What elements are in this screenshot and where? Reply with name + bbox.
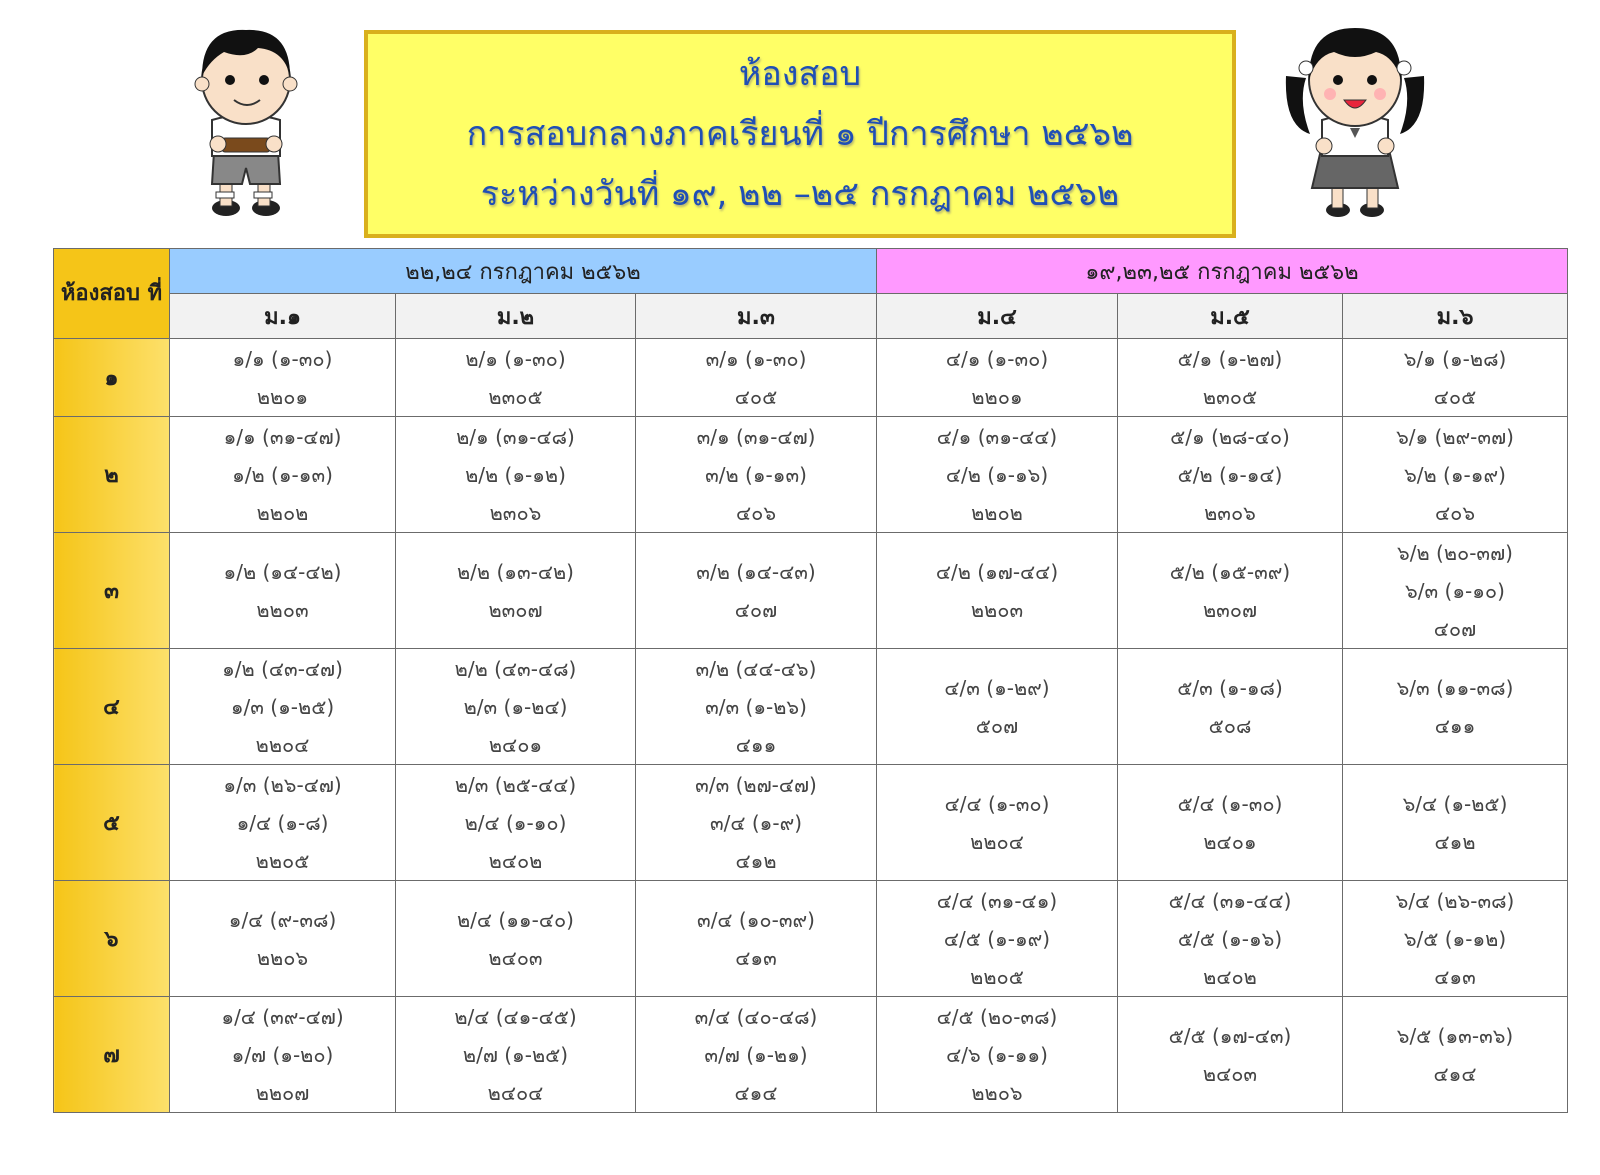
assignment-cell bbox=[636, 997, 877, 1113]
assignment-cell bbox=[396, 997, 636, 1113]
room-code: ๔๑๔ bbox=[1433, 1061, 1477, 1086]
assignment-cell bbox=[1118, 765, 1343, 881]
assignment-cell bbox=[1118, 417, 1343, 533]
room-code: ๒๔๐๓ bbox=[1202, 1061, 1258, 1086]
assignment-cell bbox=[877, 765, 1118, 881]
title-exam-term: การสอบกลางภาคเรียนที่ ๑ ปีการศึกษา ๒๕๖๒ bbox=[466, 114, 1134, 154]
class-range: ๒/๓ (๒๕-๔๔) bbox=[454, 772, 577, 797]
room-code: ๒๒๐๖ bbox=[256, 945, 309, 970]
assignment-cell bbox=[636, 533, 877, 649]
assignment-cell bbox=[170, 765, 396, 881]
room-code: ๒๒๐๕ bbox=[255, 848, 310, 873]
class-range: ๒/๒ (๑-๑๒) bbox=[465, 462, 566, 487]
class-range: ๑/๒ (๑-๑๓) bbox=[232, 462, 333, 487]
class-range: ๖/๒ (๑-๑๙) bbox=[1404, 462, 1506, 487]
room-code: ๒๒๐๓ bbox=[256, 597, 309, 622]
room-code: ๒๒๐๓ bbox=[970, 597, 1024, 622]
room-code: ๔๑๑ bbox=[1434, 713, 1476, 738]
class-range: ๒/๒ (๔๓-๔๘) bbox=[454, 656, 577, 681]
room-code: ๒๔๐๒ bbox=[488, 848, 543, 873]
grade-header: ม.๕ bbox=[1118, 294, 1343, 339]
room-code: ๒๔๐๑ bbox=[488, 732, 543, 757]
class-range: ๓/๓ (๑-๒๖) bbox=[705, 694, 807, 719]
class-range: ๔/๑ (๑-๓๐) bbox=[945, 346, 1049, 371]
room-code: ๒๓๐๗ bbox=[488, 597, 543, 622]
assignment-cell bbox=[1343, 997, 1568, 1113]
assignment-cell bbox=[1118, 881, 1343, 997]
room-code: ๒๒๐๒ bbox=[971, 500, 1023, 525]
assignment-cell bbox=[636, 339, 877, 417]
class-range: ๑/๑ (๑-๓๐) bbox=[232, 346, 333, 371]
class-range: ๑/๓ (๒๖-๔๗) bbox=[223, 772, 342, 797]
room-number: ๔ bbox=[54, 649, 170, 765]
room-number: ๒ bbox=[54, 417, 170, 533]
assignment-cell bbox=[877, 339, 1118, 417]
assignment-cell bbox=[396, 339, 636, 417]
class-range: ๖/๔ (๒๖-๓๘) bbox=[1395, 888, 1515, 913]
assignment-cell bbox=[1118, 339, 1343, 417]
class-range: ๓/๔ (๑๐-๓๙) bbox=[697, 907, 815, 932]
table-body bbox=[54, 339, 1568, 1113]
room-code: ๒๔๐๑ bbox=[1203, 829, 1257, 854]
assignment-cell bbox=[1118, 649, 1343, 765]
class-range: ๓/๑ (๓๑-๔๗) bbox=[696, 424, 816, 449]
grade-header: ม.๓ bbox=[636, 294, 877, 339]
room-code: ๔๐๖ bbox=[735, 500, 777, 525]
assignment-cell bbox=[877, 417, 1118, 533]
table-row bbox=[54, 765, 1568, 881]
class-range: ๑/๗ (๑-๒๐) bbox=[231, 1042, 334, 1067]
room-code: ๒๒๐๔ bbox=[255, 732, 310, 757]
room-code: ๒๔๐๓ bbox=[488, 945, 543, 970]
class-range: ๕/๔ (๑-๓๐) bbox=[1177, 791, 1283, 816]
assignment-cell bbox=[636, 881, 877, 997]
class-range: ๕/๔ (๓๑-๔๔) bbox=[1168, 888, 1292, 913]
room-code: ๔๑๓ bbox=[735, 945, 777, 970]
room-code: ๒๒๐๖ bbox=[971, 1080, 1023, 1105]
room-number-header: ห้องสอบ ที่ bbox=[54, 249, 170, 339]
class-range: ๔/๔ (๓๑-๔๑) bbox=[936, 888, 1058, 913]
assignment-cell bbox=[396, 417, 636, 533]
class-range: ๒/๑ (๓๑-๔๘) bbox=[456, 424, 575, 449]
room-code: ๔๑๒ bbox=[1434, 829, 1476, 854]
assignment-cell bbox=[396, 649, 636, 765]
title-heading: ห้องสอบ bbox=[738, 54, 862, 94]
grade-header: ม.๑ bbox=[170, 294, 396, 339]
class-range: ๖/๓ (๑-๑๐) bbox=[1405, 578, 1505, 603]
class-range: ๖/๕ (๑-๑๒) bbox=[1403, 926, 1507, 951]
assignment-cell bbox=[636, 417, 877, 533]
class-range: ๒/๔ (๔๑-๔๕) bbox=[454, 1004, 577, 1029]
table-row bbox=[54, 881, 1568, 997]
assignment-cell bbox=[877, 649, 1118, 765]
room-code: ๒๒๐๑ bbox=[971, 384, 1023, 409]
room-code: ๔๐๖ bbox=[1434, 500, 1476, 525]
title-box bbox=[364, 30, 1236, 238]
class-range: ๒/๓ (๑-๒๔) bbox=[463, 694, 568, 719]
class-range: ๓/๗ (๑-๒๑) bbox=[704, 1042, 808, 1067]
room-number: ๕ bbox=[54, 765, 170, 881]
class-range: ๓/๒ (๑-๑๓) bbox=[705, 462, 807, 487]
room-code: ๒๒๐๕ bbox=[970, 964, 1024, 989]
assignment-cell bbox=[1343, 881, 1568, 997]
class-range: ๖/๓ (๑๑-๓๘) bbox=[1396, 675, 1514, 700]
table-row bbox=[54, 533, 1568, 649]
table-row bbox=[54, 339, 1568, 417]
title-exam-dates: ระหว่างวันที่ ๑๙, ๒๒ –๒๕ กรกฎาคม ๒๕๖๒ bbox=[480, 174, 1120, 214]
assignment-cell bbox=[1343, 649, 1568, 765]
assignment-cell bbox=[877, 533, 1118, 649]
table-row bbox=[54, 997, 1568, 1113]
room-code: ๕๐๗ bbox=[975, 713, 1019, 738]
class-range: ๔/๓ (๑-๒๙) bbox=[944, 675, 1050, 700]
assignment-cell bbox=[877, 881, 1118, 997]
class-range: ๕/๓ (๑-๑๘) bbox=[1177, 675, 1283, 700]
assignment-cell bbox=[396, 881, 636, 997]
class-range: ๔/๕ (๒๐-๓๘) bbox=[936, 1004, 1058, 1029]
class-range: ๕/๑ (๑-๒๗) bbox=[1177, 346, 1283, 371]
class-range: ๖/๒ (๒๐-๓๗) bbox=[1397, 540, 1513, 565]
assignment-cell bbox=[1343, 417, 1568, 533]
class-range: ๒/๑ (๑-๓๐) bbox=[465, 346, 566, 371]
assignment-cell bbox=[170, 997, 396, 1113]
room-number: ๓ bbox=[54, 533, 170, 649]
assignment-cell bbox=[1343, 765, 1568, 881]
room-number: ๗ bbox=[54, 997, 170, 1113]
room-code: ๒๓๐๖ bbox=[489, 500, 542, 525]
class-range: ๒/๔ (๑-๑๐) bbox=[464, 810, 567, 835]
class-range: ๔/๒ (๑-๑๖) bbox=[945, 462, 1049, 487]
room-code: ๔๐๗ bbox=[1433, 616, 1477, 641]
class-range: ๓/๔ (๔๐-๔๘) bbox=[694, 1004, 818, 1029]
date-band-lower: ๒๒,๒๔ กรกฎาคม ๒๕๖๒ bbox=[170, 249, 877, 294]
class-range: ๖/๕ (๑๓-๓๖) bbox=[1396, 1023, 1514, 1048]
boy-student-illustration bbox=[188, 20, 318, 220]
assignment-cell bbox=[636, 649, 877, 765]
girl-student-illustration bbox=[1280, 16, 1430, 221]
assignment-cell bbox=[396, 533, 636, 649]
class-range: ๕/๒ (๑๕-๓๙) bbox=[1169, 559, 1291, 584]
class-range: ๖/๑ (๑-๒๘) bbox=[1403, 346, 1507, 371]
assignment-cell bbox=[170, 417, 396, 533]
class-range: ๔/๕ (๑-๑๙) bbox=[943, 926, 1051, 951]
assignment-cell bbox=[877, 997, 1118, 1113]
class-range: ๓/๑ (๑-๓๐) bbox=[705, 346, 807, 371]
class-range: ๕/๑ (๒๘-๔๐) bbox=[1170, 424, 1290, 449]
room-code: ๒๓๐๕ bbox=[1202, 384, 1258, 409]
class-range: ๔/๒ (๑๗-๔๔) bbox=[935, 559, 1059, 584]
class-range: ๓/๒ (๔๔-๔๖) bbox=[695, 656, 817, 681]
class-range: ๓/๓ (๒๗-๔๗) bbox=[695, 772, 817, 797]
room-code: ๕๐๘ bbox=[1208, 713, 1252, 738]
room-code: ๒๔๐๒ bbox=[1203, 964, 1257, 989]
class-range: ๖/๔ (๑-๒๕) bbox=[1402, 791, 1508, 816]
class-range: ๑/๔ (๙-๓๘) bbox=[228, 907, 337, 932]
class-range: ๕/๕ (๑๗-๔๓) bbox=[1168, 1023, 1292, 1048]
grade-header: ม.๔ bbox=[877, 294, 1118, 339]
class-range: ๒/๒ (๑๓-๔๒) bbox=[457, 559, 574, 584]
class-range: ๖/๑ (๒๙-๓๗) bbox=[1396, 424, 1514, 449]
room-number: ๑ bbox=[54, 339, 170, 417]
class-range: ๔/๑ (๓๑-๔๔) bbox=[936, 424, 1058, 449]
class-range: ๑/๒ (๔๓-๔๗) bbox=[222, 656, 343, 681]
class-range: ๑/๒ (๑๔-๔๒) bbox=[223, 559, 342, 584]
class-range: ๑/๔ (๓๙-๔๗) bbox=[221, 1004, 344, 1029]
class-range: ๒/๗ (๑-๒๕) bbox=[462, 1042, 569, 1067]
class-range: ๑/๑ (๓๑-๔๗) bbox=[223, 424, 342, 449]
assignment-cell bbox=[1118, 997, 1343, 1113]
table-row bbox=[54, 649, 1568, 765]
class-range: ๔/๖ (๑-๑๑) bbox=[946, 1042, 1048, 1067]
grade-header: ม.๒ bbox=[396, 294, 636, 339]
room-code: ๔๑๓ bbox=[1434, 964, 1476, 989]
class-range: ๑/๔ (๑-๘) bbox=[236, 810, 329, 835]
room-code: ๒๒๐๒ bbox=[256, 500, 309, 525]
room-code: ๒๓๐๕ bbox=[488, 384, 543, 409]
assignment-cell bbox=[1343, 533, 1568, 649]
class-range: ๕/๕ (๑-๑๖) bbox=[1177, 926, 1283, 951]
room-code: ๒๔๐๔ bbox=[487, 1080, 544, 1105]
class-range: ๔/๔ (๑-๓๐) bbox=[944, 791, 1050, 816]
room-number: ๖ bbox=[54, 881, 170, 997]
assignment-cell bbox=[636, 765, 877, 881]
room-code: ๔๑๒ bbox=[735, 848, 777, 873]
class-range: ๒/๔ (๑๑-๔๐) bbox=[457, 907, 574, 932]
room-code: ๒๒๐๑ bbox=[256, 384, 309, 409]
room-code: ๒๓๐๖ bbox=[1204, 500, 1256, 525]
table-row bbox=[54, 417, 1568, 533]
assignment-cell bbox=[170, 881, 396, 997]
room-code: ๔๐๕ bbox=[1433, 384, 1477, 409]
room-code: ๔๑๑ bbox=[735, 732, 777, 757]
assignment-cell bbox=[170, 533, 396, 649]
grade-header: ม.๖ bbox=[1343, 294, 1568, 339]
class-range: ๑/๓ (๑-๒๕) bbox=[230, 694, 335, 719]
room-code: ๔๐๗ bbox=[734, 597, 778, 622]
room-code: ๒๓๐๗ bbox=[1202, 597, 1258, 622]
room-code: ๒๒๐๔ bbox=[970, 829, 1024, 854]
date-band-upper: ๑๙,๒๓,๒๕ กรกฎาคม ๒๕๖๒ bbox=[877, 249, 1568, 294]
room-code: ๒๒๐๗ bbox=[255, 1080, 310, 1105]
class-range: ๓/๔ (๑-๙) bbox=[709, 810, 803, 835]
assignment-cell bbox=[170, 339, 396, 417]
assignment-cell bbox=[1343, 339, 1568, 417]
exam-room-table bbox=[53, 248, 1568, 1113]
assignment-cell bbox=[170, 649, 396, 765]
class-range: ๓/๒ (๑๔-๔๓) bbox=[696, 559, 816, 584]
class-range: ๕/๒ (๑-๑๔) bbox=[1177, 462, 1283, 487]
assignment-cell bbox=[396, 765, 636, 881]
room-code: ๔๑๔ bbox=[734, 1080, 778, 1105]
room-code: ๔๐๕ bbox=[734, 384, 778, 409]
assignment-cell bbox=[1118, 533, 1343, 649]
